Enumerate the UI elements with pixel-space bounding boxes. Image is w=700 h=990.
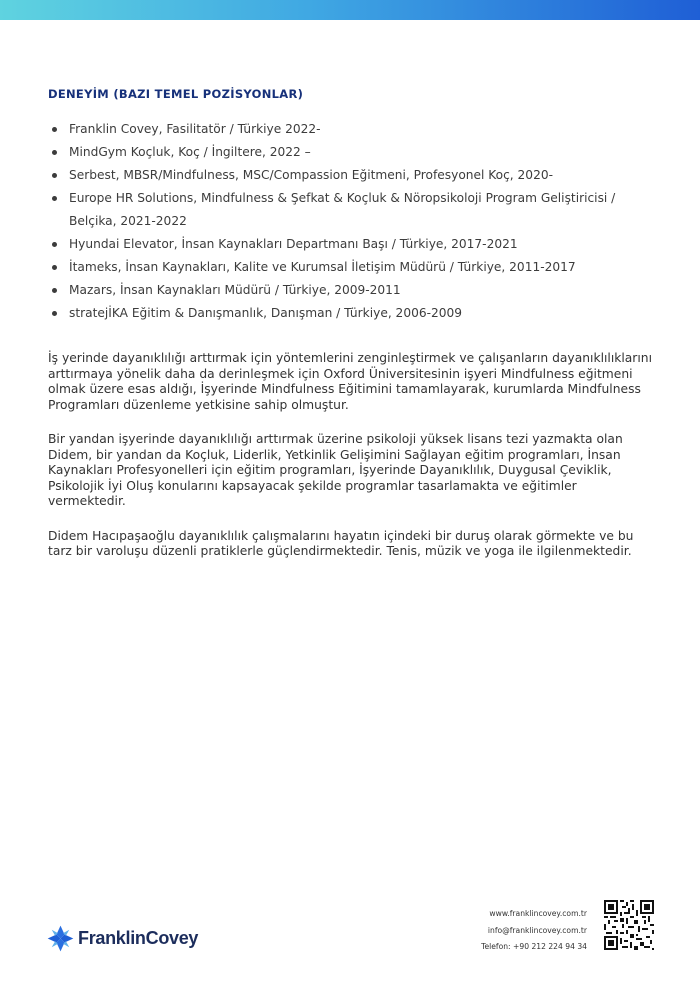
bio-paragraphs [48, 351, 658, 579]
contact-info [481, 906, 587, 956]
franklincovey-logo [47, 924, 198, 952]
top-gradient-bar [0, 0, 700, 20]
qr-code-icon [604, 900, 654, 950]
experience-item: stratejİKA Eğitim & Danışmanlık, Danışman / Türkiye, 2006-2009 [48, 302, 658, 325]
experience-item: Hyundai Elevator, İnsan Kaynakları Departmanı Başı / Türkiye, 2017-2021 [48, 233, 658, 256]
bullet-icon [52, 196, 57, 201]
franklincovey-compass-logo-icon [47, 925, 74, 952]
bullet-icon [52, 265, 57, 270]
experience-item: MindGym Koçluk, Koç / İngiltere, 2022 – [48, 141, 658, 164]
experience-list [48, 118, 658, 325]
bullet-icon [52, 288, 57, 293]
section-heading: DENEYİM (BAZI TEMEL POZİSYONLAR) [48, 87, 304, 101]
bullet-icon [52, 127, 57, 132]
experience-item: İtameks, İnsan Kaynakları, Kalite ve Kurumsal İletişim Müdürü / Türkiye, 2011-2017 [48, 256, 658, 279]
bio-paragraph: Didem Hacıpaşaoğlu dayanıklılık çalışmalarını hayatın içindeki bir duruş olarak görmekte ve bu tarz bir varoluşu düzenli pratiklerle güçlendirmektedir. Tenis, müzik ve yoga ile ilgilenmektedir. [48, 528, 634, 558]
bio-paragraph: İş yerinde dayanıklılığı arttırmak için yöntemlerini zenginleştirmek ve çalışanların dayanıklılıklarını arttırmaya yönelik daha da derinleşmek için Oxford Üniversitesinin işyeri Mindfulness eğitmeni olmak üzere esas aldığı, İşyerinde Mindfulness Eğitimini tamamlayarak, kurumlarda Mindfulness Programları düzenleme yetkisine sahip olmuştur. [48, 351, 652, 412]
experience-item: Mazars, İnsan Kaynakları Müdürü / Türkiye, 2009-2011 [48, 279, 658, 302]
experience-item: Franklin Covey, Fasilitatör / Türkiye 2022- [48, 118, 658, 141]
bullet-icon [52, 242, 57, 247]
bullet-icon [52, 150, 57, 155]
logo-wordmark: FranklinCovey [78, 927, 199, 948]
experience-item: Serbest, MBSR/Mindfulness, MSC/Compassion Eğitmeni, Profesyonel Koç, 2020- [48, 164, 658, 187]
website-link[interactable]: www.franklincovey.com.tr [489, 909, 587, 918]
bullet-icon [52, 173, 57, 178]
experience-item: Europe HR Solutions, Mindfulness & Şefkat & Koçluk & Nöropsikoloji Program Geliştiricisi / Belçika, 2021-2022 [48, 187, 658, 233]
email-link[interactable]: info@franklincovey.com.tr [487, 925, 587, 935]
bullet-icon [52, 311, 57, 316]
phone-number: Telefon: +90 212 224 94 34 [481, 942, 587, 951]
bio-paragraph: Bir yandan işyerinde dayanıklılığı arttırmak üzerine psikoloji yüksek lisans tezi yazmakta olan Didem, bir yandan da Koçluk, Liderlik, Yetkinlik Gelişimini Sağlayan eğitim programları, İnsan Kaynakları Profesyonelleri için eğitim programları, İşyerinde Dayanıklılık, Duygusal Çeviklik, Psikolojik İyi Oluş konularını kapsayacak şekilde programlar tasarlamakta ve eğitimler vermektedir. [48, 432, 623, 508]
